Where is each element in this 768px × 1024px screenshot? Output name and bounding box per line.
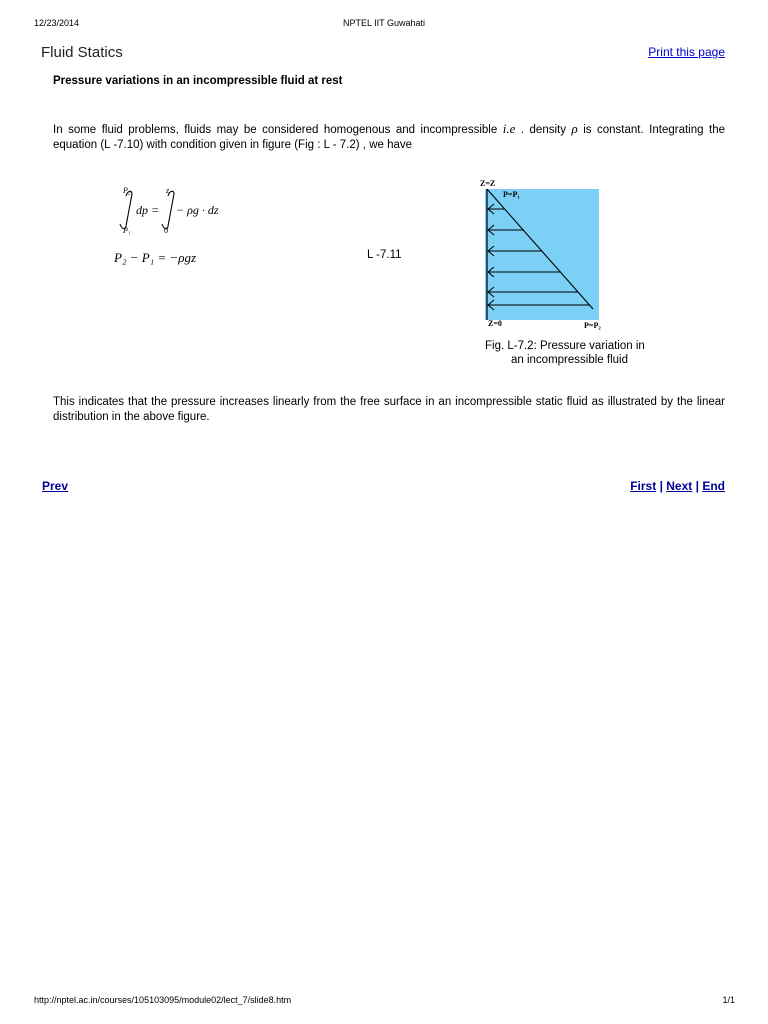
label-top-z: Z=Z xyxy=(480,179,496,188)
rho-symbol: ρ xyxy=(571,121,578,136)
intro-text-b: . density xyxy=(515,124,572,136)
integral-lower-right: 0 xyxy=(164,226,168,235)
caption-line-1: Fig. L-7.2: Pressure variation in xyxy=(485,340,645,352)
nav-separator: | xyxy=(659,479,663,493)
integral-equations xyxy=(110,184,350,274)
footer-url: http://nptel.ac.in/courses/105103095/module02/lect_7/slide8.htm xyxy=(34,995,292,1005)
section-heading: Pressure variations in an incompressible fluid at rest xyxy=(53,75,343,87)
label-top-p: P=P₁ xyxy=(503,190,520,199)
footer-page-count: 1/1 xyxy=(722,995,735,1005)
caption-line-2: an incompressible fluid xyxy=(511,354,628,366)
figure-caption xyxy=(485,339,685,367)
intro-text-a: In some fluid problems, fluids may be considered homogenous and incompressible xyxy=(53,124,503,136)
nav-separator: | xyxy=(695,479,699,493)
label-bottom-p: P=P₂ xyxy=(584,321,601,330)
intro-paragraph xyxy=(53,121,725,153)
integrand-left: dp = xyxy=(136,203,160,217)
intro-text-c: is constant. Integrating the equation (L -7.10) with condition given in figure (Fig : L - 7.2) , we have xyxy=(53,124,725,151)
intro-ie: i.e xyxy=(502,121,516,136)
result-equation: P₂ − P₁ = −ρgz xyxy=(114,250,197,265)
next-link[interactable]: Next xyxy=(666,479,693,493)
integral-upper-right: z xyxy=(166,186,170,195)
end-link[interactable]: End xyxy=(702,479,725,493)
pressure-figure xyxy=(478,175,613,335)
print-page-link[interactable]: Print this page xyxy=(648,45,725,59)
nav-right-group xyxy=(630,479,725,493)
print-date: 12/23/2014 xyxy=(34,18,80,28)
page-title: Fluid Statics xyxy=(41,44,123,61)
nav-prev-wrap xyxy=(42,479,68,493)
equation-reference: L -7.11 xyxy=(367,249,402,261)
print-site-title: NPTEL IIT Guwahati xyxy=(342,18,426,28)
prev-link[interactable]: Prev xyxy=(42,479,69,493)
conclusion-paragraph: This indicates that the pressure increases linearly from the free surface in an incompressible static fluid as illustrated by the linear distribution in the above figure. xyxy=(53,396,725,423)
integral-lower-left: P₁ xyxy=(123,226,131,235)
integral-upper-left: P₂ xyxy=(123,186,131,195)
label-bottom-z: Z=0 xyxy=(488,319,502,328)
integrand-right: − ρg · dz xyxy=(176,203,219,217)
first-link[interactable]: First xyxy=(630,479,657,493)
